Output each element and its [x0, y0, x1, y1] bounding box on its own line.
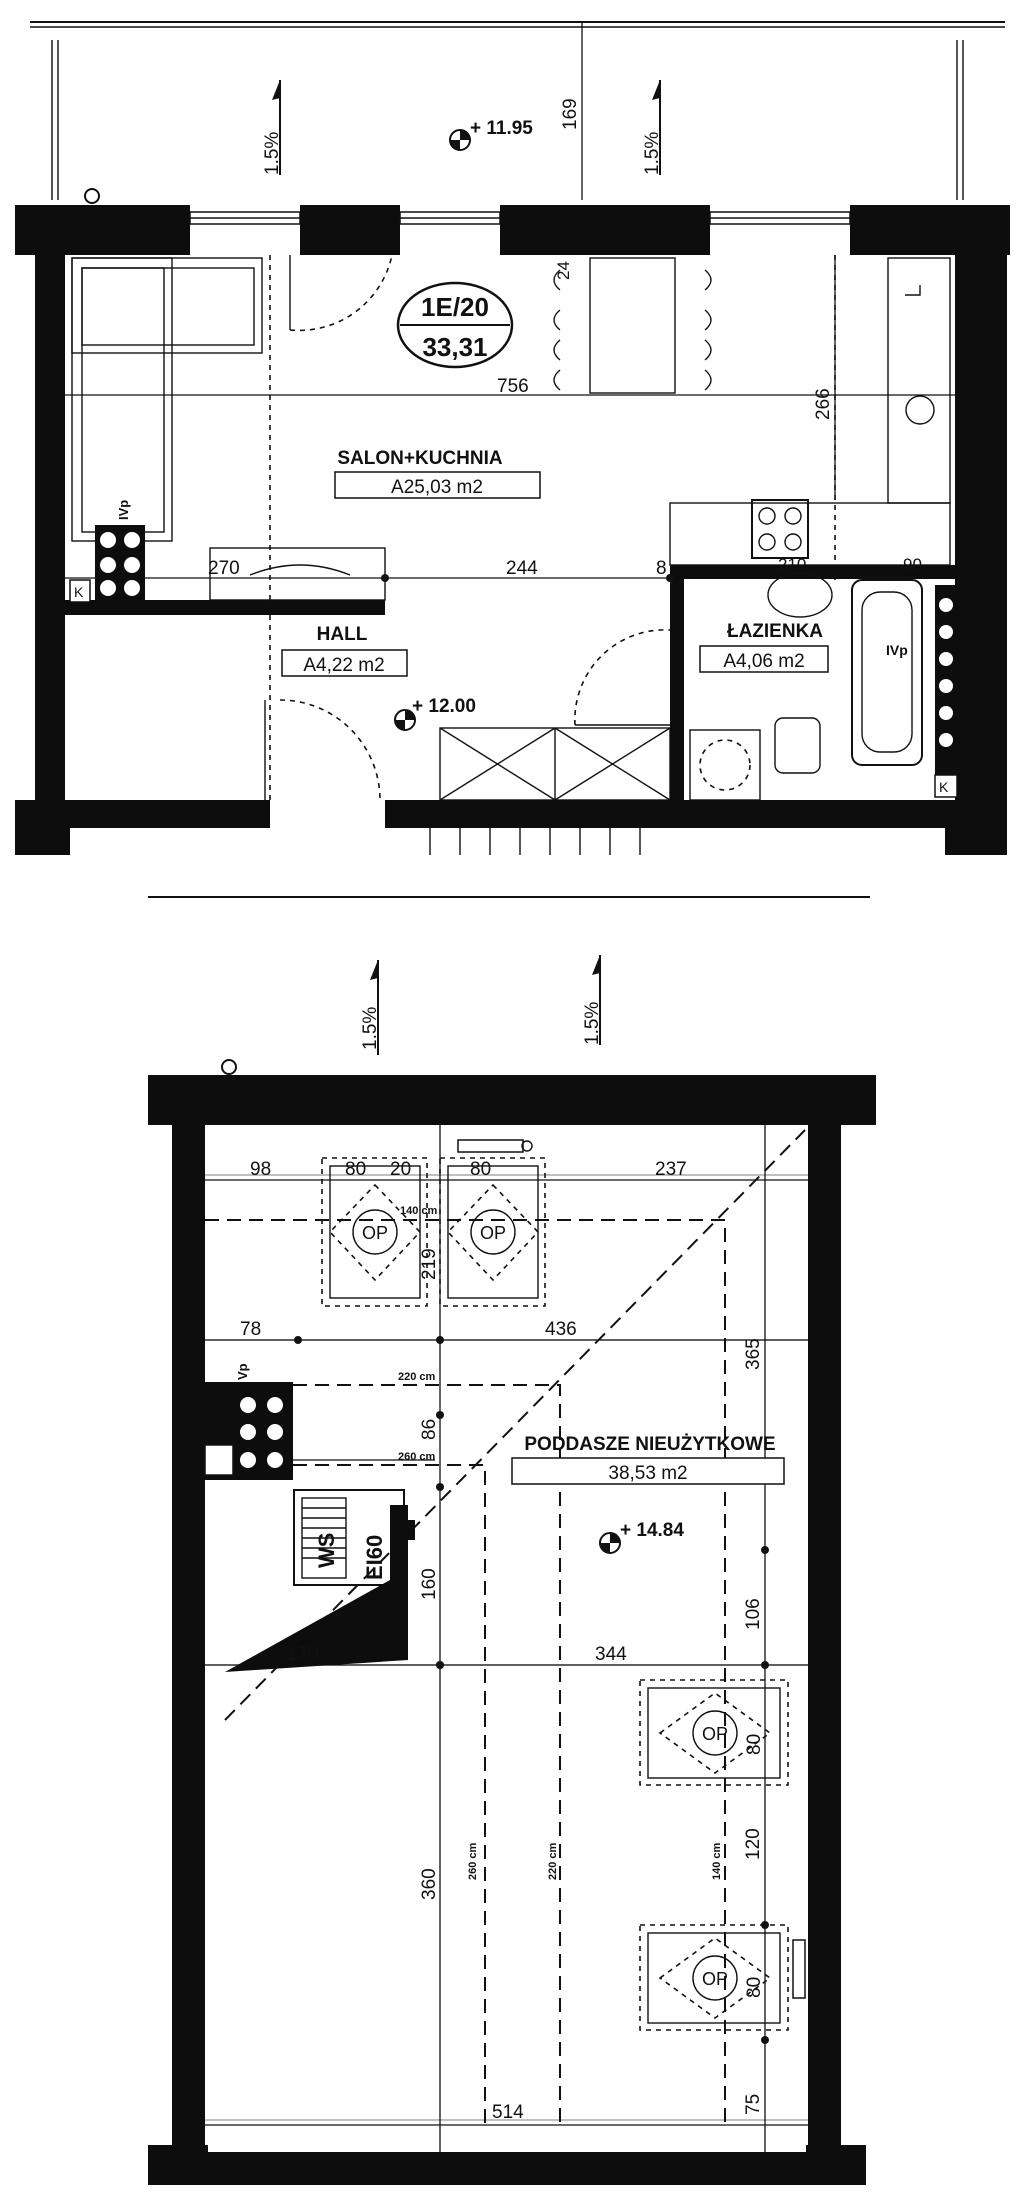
height-label-220-side: 220 cm — [547, 1842, 559, 1880]
attic-vent-label: Vp — [235, 1363, 250, 1380]
slope-marker-right — [642, 80, 663, 175]
room-name-bathroom: ŁAZIENKA — [726, 621, 824, 642]
interior-walls — [65, 565, 955, 805]
op-label-4: OP — [701, 1969, 729, 1989]
op-label-1: OP — [361, 1223, 389, 1243]
op-label-2: OP — [479, 1223, 507, 1243]
dim-169: 169 — [560, 98, 581, 130]
slope-marker-left — [262, 80, 283, 175]
height-label-260-side: 260 cm — [467, 1842, 479, 1880]
dim-75: 75 — [743, 2093, 764, 2115]
dim-98: 98 — [250, 1159, 272, 1180]
dim-170: 170 — [287, 1644, 319, 1665]
vent-label-left: IVp — [116, 499, 131, 520]
dim-244: 244 — [506, 558, 538, 579]
dim-436: 436 — [545, 1319, 577, 1340]
level-hall: + 12.00 — [412, 696, 476, 717]
attic-level: + 14.84 — [620, 1520, 684, 1541]
level-marker-hall — [395, 696, 476, 730]
k-label-left: K — [74, 584, 84, 600]
dim-120: 120 — [743, 1828, 764, 1860]
room-area-hall: A4,22 m2 — [303, 655, 385, 676]
attic-slope-left — [360, 960, 381, 1055]
wardrobe — [440, 728, 670, 800]
unit-badge — [398, 283, 512, 367]
dim-344: 344 — [595, 1644, 627, 1665]
height-label-140-top: 140 cm — [400, 1205, 438, 1217]
dim-90: 90 — [903, 555, 922, 574]
level-marker-top — [450, 118, 533, 150]
dim-80-d: 80 — [744, 1976, 765, 1998]
kitchen-counter — [670, 258, 950, 565]
attic-level-marker — [600, 1520, 684, 1553]
dim-86: 86 — [419, 1418, 440, 1440]
dim-24: 24 — [554, 261, 573, 280]
dim-360: 360 — [419, 1868, 440, 1900]
room-area-bathroom: A4,06 m2 — [723, 651, 805, 672]
attic-walls — [148, 1075, 876, 2185]
roof-window-3 — [640, 1680, 788, 1785]
dim-756: 756 — [497, 376, 529, 397]
op-label-3: OP — [701, 1724, 729, 1744]
unit-code: 1E/20 — [421, 292, 489, 322]
room-area-salon: A25,03 m2 — [391, 477, 483, 498]
room-name-salon: SALON+KUCHNIA — [337, 448, 503, 469]
k-label-right: K — [939, 779, 949, 795]
slope-left: 1.5% — [262, 131, 283, 175]
dim-160: 160 — [419, 1568, 440, 1600]
roof-hatch — [225, 1490, 415, 1672]
dim-8: 8 — [656, 558, 667, 579]
dim-20: 20 — [390, 1159, 412, 1180]
dim-106: 106 — [743, 1598, 764, 1630]
slope-right: 1.5% — [642, 131, 663, 175]
dim-237: 237 — [655, 1159, 687, 1180]
bathroom-fixtures — [690, 573, 922, 800]
attic-room-name: PODDASZE NIEUŻYTKOWE — [524, 1434, 776, 1455]
height-label-260-top: 260 cm — [398, 1451, 436, 1463]
dining-set — [554, 258, 711, 393]
entrance-steps — [430, 828, 640, 855]
sofa — [72, 258, 262, 541]
lower-plan — [148, 955, 876, 2185]
dim-219: 219 — [419, 1248, 440, 1280]
height-boundaries — [205, 1220, 725, 2125]
attic-slope-left-label: 1.5% — [360, 1006, 381, 1050]
level-top: + 11.95 — [470, 118, 533, 139]
dim-514: 514 — [492, 2102, 524, 2123]
attic-room-area: 38,53 m2 — [608, 1463, 688, 1484]
height-label-220-top: 220 cm — [398, 1371, 436, 1383]
vent-label-right: IVp — [886, 642, 908, 658]
unit-area: 33,31 — [422, 332, 488, 362]
vent-shaft — [205, 1363, 293, 1480]
ei-label: EI60 — [362, 1534, 387, 1580]
roof-window-2 — [440, 1140, 545, 1306]
ws-label: WS — [314, 1532, 339, 1568]
dim-266: 266 — [813, 388, 834, 420]
attic-slope-right-label: 1.5% — [582, 1001, 603, 1045]
dim-80-b: 80 — [470, 1159, 492, 1180]
dim-270: 270 — [208, 558, 240, 579]
room-name-hall: HALL — [316, 624, 368, 645]
dim-210: 210 — [778, 555, 807, 574]
vent-stack-right — [935, 585, 957, 775]
upper-plan — [15, 22, 1010, 855]
roof-window-4 — [640, 1925, 805, 2030]
vent-stack-left — [95, 525, 145, 600]
height-label-140-side: 140 cm — [711, 1842, 723, 1880]
dim-78: 78 — [240, 1319, 262, 1340]
dim-80-a: 80 — [345, 1159, 367, 1180]
attic-slope-right — [582, 955, 603, 1045]
dim-365: 365 — [743, 1338, 764, 1370]
dim-80-c: 80 — [744, 1733, 765, 1755]
